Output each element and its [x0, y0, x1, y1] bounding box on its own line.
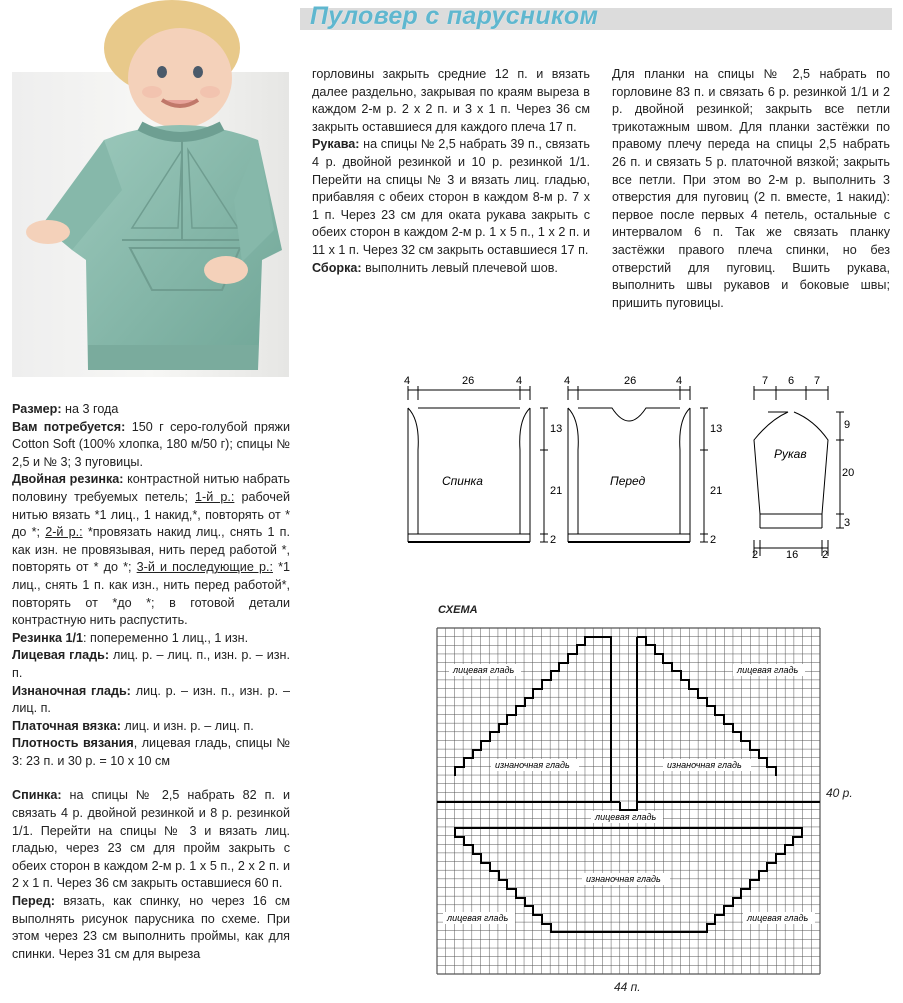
- page-title: Пуловер с парусником: [310, 2, 599, 30]
- garter-label: Платочная вязка:: [12, 718, 121, 733]
- double-rib-paragraph: [12, 471, 290, 629]
- pattern-pieces: [390, 370, 855, 561]
- front-dim-side-bot: 2: [710, 534, 717, 546]
- back-text: на спицы № 2,5 набрать 82 п. и связать 4 р. двойной резинкой и 8 р. резинкой 1/1. Перейти на спицы № 3 и вязать лиц. гладью, через 23 см для пройм закрыть с обеих сторон в каждом 2-м р. 1 х 5 п., 2 х 2 п. и 2 х 1 п. Через 36 см закрыть оставшиеся 60 п.: [12, 788, 290, 891]
- materials-text: 150 г серо-голубой пряжи Cotton Soft (100% хлопка, 180 м/50 г); спицы № 2,5 и № 3; 3 пуговицы.: [12, 419, 291, 469]
- size-label: Размер:: [12, 402, 62, 416]
- sleeve-label: Рукава:: [312, 137, 360, 152]
- size-text: на 3 года: [61, 402, 119, 416]
- stockinette-paragraph: [12, 647, 290, 682]
- knitting-chart: [437, 628, 820, 974]
- chart-label-stockinette-3: лицевая гладь: [595, 812, 657, 822]
- chart-label-stockinette-2: лицевая гладь: [737, 665, 799, 675]
- double-rib-row3: 3-й и последующие р.:: [136, 560, 273, 575]
- materials-paragraph: [12, 419, 290, 472]
- rib11-paragraph: [12, 630, 290, 648]
- sleeve-label-text: Рукав: [774, 447, 807, 461]
- sleeve-dim-bot-left: 2: [752, 549, 759, 561]
- size-paragraph: [12, 401, 290, 419]
- back-dim-side-mid: 21: [550, 485, 563, 497]
- materials-label: Вам потребуется:: [12, 419, 126, 434]
- front-dim-top-right: 4: [676, 375, 683, 387]
- back-dim-side-bot: 2: [550, 534, 557, 546]
- assembly-text: выполнить левый плечевой шов.: [361, 260, 558, 275]
- double-rib-text-2: рабочей нитью вязать *1 лиц., 1 накид,*, повторять от * до *;: [12, 489, 290, 540]
- assembly-label: Сборка:: [312, 260, 362, 275]
- double-rib-text-4: *1 лиц., снять 1 п. как изн., нить перед работой*, повторять от *до *; в готовой детали контрастную нить распустить.: [12, 560, 290, 628]
- double-rib-label: Двойная резинка:: [12, 472, 124, 487]
- back-dim-top-left: 4: [404, 375, 411, 387]
- front-label: Перед:: [12, 894, 55, 909]
- back-paragraph: [12, 787, 290, 893]
- back-piece: [408, 386, 548, 542]
- chart-label-reverse-3: изнаночная гладь: [586, 874, 661, 884]
- rib11-label: Резинка 1/1: [12, 630, 84, 645]
- photo-illustration: [12, 0, 289, 377]
- back-label: Спинка:: [12, 788, 62, 803]
- middle-text-column: [312, 66, 590, 277]
- front-text: вязать, как спинку, но через 16 см выполнять рисунок парусника по схеме. При этом через 23 см выполнить проймы, как для спинки. Через 31 см для выреза: [12, 894, 290, 961]
- sleeve-dim-side-mid: 20: [842, 467, 855, 479]
- sleeve-dim-side-top: 9: [844, 419, 851, 431]
- right-text-column: [612, 66, 890, 312]
- gauge-paragraph: [12, 735, 290, 770]
- front-label-text: Перед: [610, 474, 646, 488]
- sleeve-dim-top-mid: 6: [788, 375, 795, 387]
- sleeve-dim-bot-right: 2: [822, 549, 829, 561]
- stockinette-label: Лицевая гладь:: [12, 648, 110, 663]
- garter-text: лиц. и изн. р. – лиц. п.: [120, 718, 254, 733]
- double-rib-row1: 1-й р.:: [195, 489, 235, 504]
- front-dim-top-mid: 26: [624, 375, 637, 387]
- back-dim-side-top: 13: [550, 423, 563, 435]
- back-dim-top-mid: 26: [462, 375, 475, 387]
- chart-stitches-label: 44 п.: [614, 980, 641, 994]
- left-text-column: [12, 401, 290, 963]
- double-rib-text-1: контрастной нитью набрать половину требуемых петель;: [12, 472, 290, 504]
- rib11-text: : попеременно 1 лиц., 1 изн.: [83, 630, 249, 645]
- neckline-paragraph: горловины закрыть средние 12 п. и вязать далее раздельно, закрывая по краям выреза в каждом 2-м р. 2 х 2 п. и 3 х 1 п. Через 36 см закрыть оставшиеся для каждого плеча 17 п.: [312, 67, 590, 134]
- sleeve-paragraph: [312, 136, 590, 259]
- gauge-text: , лицевая гладь, спицы № 3: 23 п. и 30 р. = 10 х 10 см: [12, 736, 290, 768]
- reverse-text: лиц. р. – изн. п., изн. р. – лиц. п.: [12, 683, 291, 716]
- chart-title: СХЕМА: [438, 604, 478, 616]
- front-dim-top-left: 4: [564, 375, 571, 387]
- reverse-paragraph: [12, 683, 290, 718]
- sleeve-piece: [754, 386, 844, 556]
- chart-label-stockinette-4: лицевая гладь: [447, 913, 509, 923]
- garter-paragraph: [12, 718, 290, 736]
- chart-rows-label: 40 р.: [826, 786, 853, 800]
- front-dim-side-top: 13: [710, 423, 723, 435]
- reverse-label: Изнаночная гладь:: [12, 683, 131, 698]
- double-rib-row2: 2-й р.:: [45, 525, 83, 540]
- chart-label-reverse-1: изнаночная гладь: [495, 760, 570, 770]
- sleeve-text: на спицы № 2,5 набрать 39 п., связать 4 р. двойной резинкой и 10 р. резинкой 1/1. Перейти на спицы № 3 и вязать лиц. гладью, прибавляя с обеих сторон в каждом 8-м р. 7 х 1 п. Через 23 см для оката рукава закрыть с обеих сторон в каждом 2-м р. 1 х 5 п., 1 х 2 п. и 11 х 1 п. Через 32 см закрыть оставшиеся 17 п.: [312, 137, 590, 257]
- chart-label-stockinette-5: лицевая гладь: [747, 913, 809, 923]
- stockinette-text: лиц. р. – лиц. п., изн. р. – изн. п.: [12, 648, 290, 680]
- front-dim-side-mid: 21: [710, 485, 723, 497]
- back-dim-top-right: 4: [516, 375, 523, 387]
- back-label-text: Спинка: [442, 474, 483, 488]
- chart-label-reverse-2: изнаночная гладь: [667, 760, 742, 770]
- sleeve-dim-top-right: 7: [814, 375, 821, 387]
- sleeve-dim-top-left: 7: [762, 375, 769, 387]
- finishing-paragraph: Для планки на спицы № 2,5 набрать по горловине 83 п. и связать 6 р. резинкой 1/1 и 2 р. двойной резинкой; закрыть все петли трикотажным швом. Для планки застёжки по правому плечу переда на спицы 2,5 набрать 26 п. и связать 5 р. платочной вязкой; закрыть все петли. При этом во 2-м р. выполнить 3 отверстия для пуговиц (2 п. вместе, 1 накид): первое после первых 4 петель, остальные с интервалом 6 п. Так же связать планку застёжки правого плеча спинки, но без отверстий для пуговиц. Вшить рукава, выполнить швы рукавов и боковые швы; пришить пуговицы.: [612, 67, 890, 310]
- front-piece: [568, 386, 708, 542]
- sleeve-dim-bot-mid: 16: [786, 549, 799, 561]
- double-rib-text-3: *провязать накид лиц., снять 1 п. как изн. не провязывая, нить перед работой *, повторять от * до *;: [12, 525, 291, 575]
- assembly-paragraph: [312, 260, 590, 278]
- gauge-label: Плотность вязания: [12, 736, 134, 751]
- sleeve-dim-side-bot: 3: [844, 517, 851, 529]
- chart-label-stockinette-1: лицевая гладь: [453, 665, 515, 675]
- front-paragraph: [12, 893, 290, 963]
- child-sweater-photo: [12, 0, 289, 377]
